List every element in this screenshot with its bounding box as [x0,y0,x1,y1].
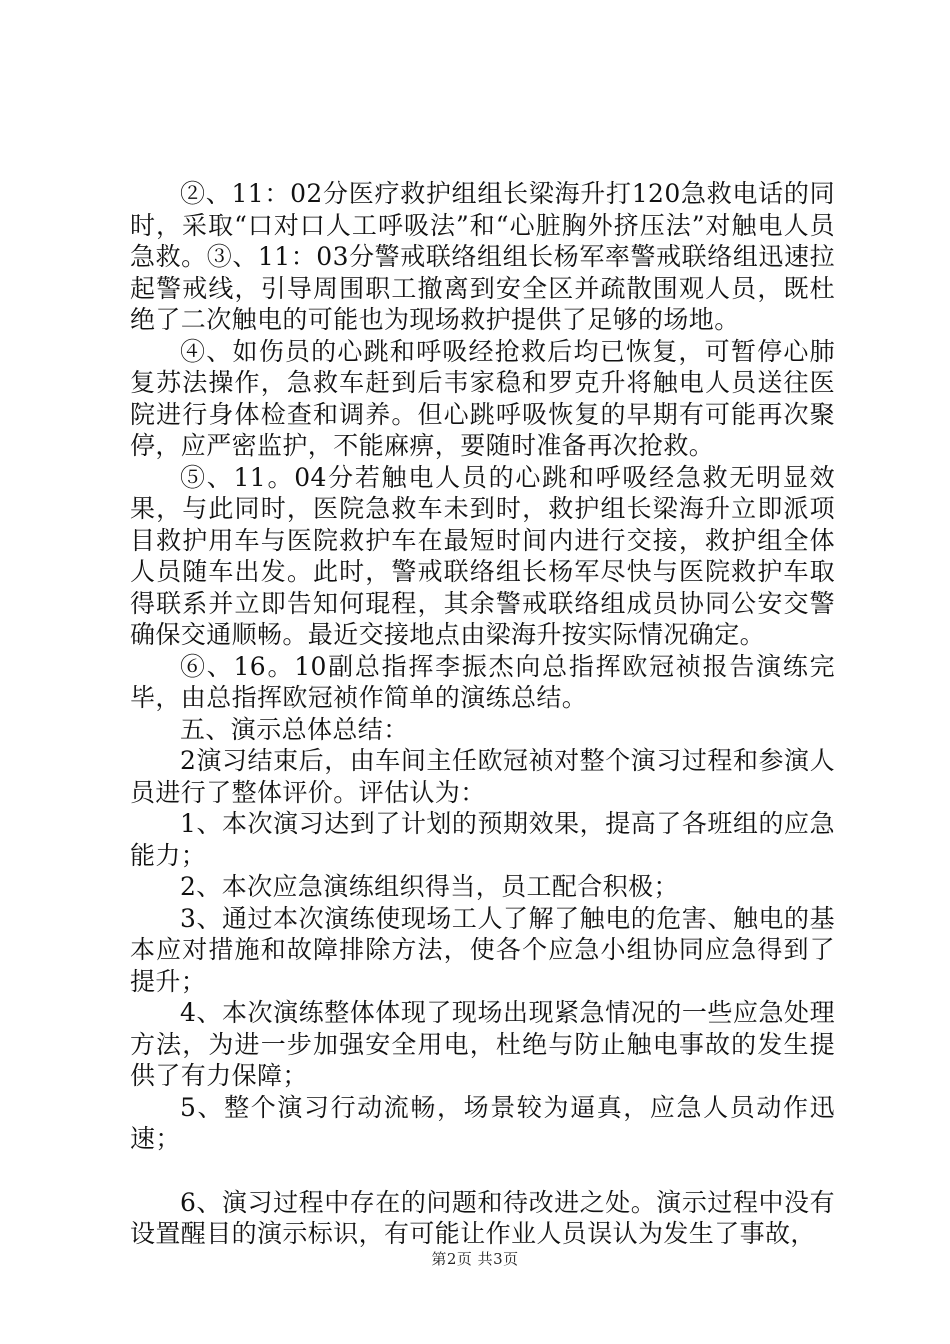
list-item-6: 6、演习过程中存在的问题和待改进之处。演示过程中没有设置醒目的演示标识，有可能让作业人员误认为发生了事故， [130,1187,835,1248]
list-item-3: 3、通过本次演练使现场工人了解了触电的危害、触电的基本应对措施和故障排除方法，使各个应急小组协同应急得到了提升； [130,903,835,996]
paragraph-1: ②、11：02分医疗救护组组长梁海升打120急救电话的同时，采取“口对口人工呼吸法”和“心脏胸外挤压法”对触电人员急救。③、11：03分警戒联络组组长杨军率警戒联络组迅速拉起警戒线，引导周围职工撤离到安全区并疏散围观人员，既杜绝了二次触电的可能也为现场救护提供了足够的场地。 [130,179,835,334]
document-body [130,178,835,1250]
paragraph-5: 2演习结束后，由车间主任欧冠祯对整个演习过程和参演人员进行了整体评价。评估认为： [130,746,835,807]
paragraph-3: ⑤、11。04分若触电人员的心跳和呼吸经急救无明显效果，与此同时，医院急救车未到时，救护组长梁海升立即派项目救护用车与医院救护车在最短时间内进行交接，救护组全体人员随车出发。此时，警戒联络组长杨军尽快与医院救护车取得联系并立即告知何琨程，其余警戒联络组成员协同公安交警确保交通顺畅。最近交接地点由梁海升按实际情况确定。 [130,462,835,649]
list-item-1: 1、本次演习达到了计划的预期效果，提高了各班组的应急能力； [130,809,835,870]
paragraph-2: ④、如伤员的心跳和呼吸经抢救后均已恢复，可暂停心肺复苏法操作，急救车赶到后韦家稳和罗克升将触电人员送往医院进行身体检查和调养。但心跳呼吸恢复的早期有可能再次聚停，应严密监护，不能麻痹，要随时准备再次抢救。 [130,336,835,460]
page-footer: 第2页 共3页 [431,1250,519,1268]
list-item-5: 5、整个演习行动流畅，场景较为逼真，应急人员动作迅速； [130,1092,835,1153]
paragraph-4: ⑥、16。10副总指挥李振杰向总指挥欧冠祯报告演练完毕，由总指挥欧冠祯作简单的演练总结。 [130,651,835,712]
blank-line [130,1155,835,1187]
list-item-2: 2、本次应急演练组织得当，员工配合积极； [180,872,679,901]
section-heading: 五、演示总体总结： [180,714,409,744]
list-item-4: 4、本次演练整体体现了现场出现紧急情况的一些应急处理方法，为进一步加强安全用电，杜绝与防止触电事故的发生提供了有力保障； [130,998,835,1090]
